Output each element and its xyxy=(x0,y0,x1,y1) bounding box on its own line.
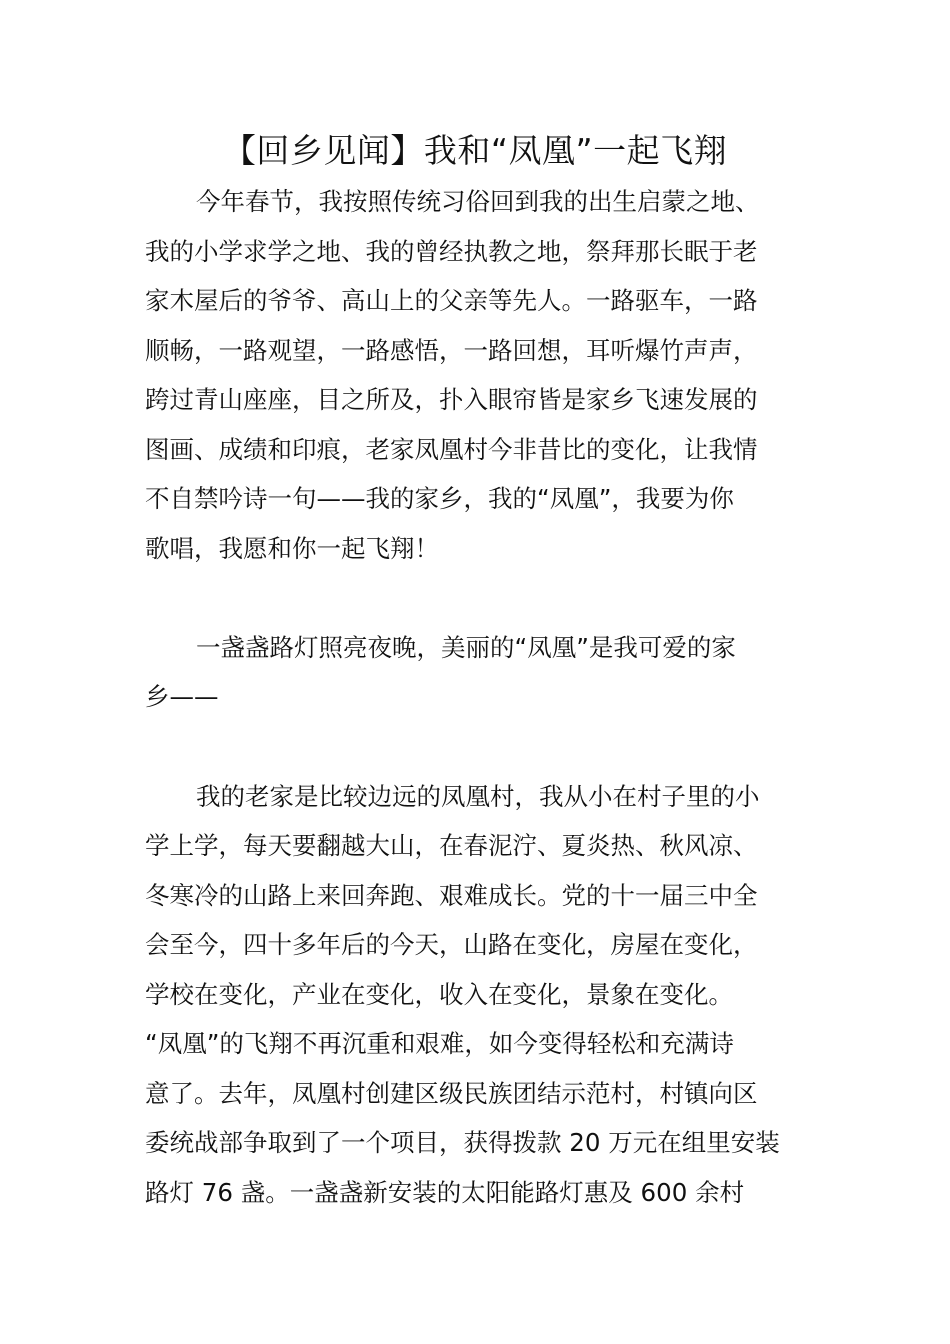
paragraph-2-line-2: 乡—— xyxy=(145,682,219,711)
paragraph-1-line-4: 顺畅，一路观望，一路感悟，一路回想，耳听爆竹声声， xyxy=(145,336,758,365)
paragraph-3-line-5: 学校在变化，产业在变化，收入在变化，景象在变化。 xyxy=(145,980,733,1009)
document-title: 【回乡见闻】我和“凤凰”一起飞翔 xyxy=(222,131,728,170)
paragraph-3-line-7: 意了。去年，凤凰村创建区级民族团结示范村，村镇向区 xyxy=(145,1079,758,1108)
paragraph-3-line-6: “凤凰”的飞翔不再沉重和艰难，如今变得轻松和充满诗 xyxy=(145,1029,734,1058)
paragraph-3-line-9: 路灯 76 盏。一盏盏新安装的太阳能路灯惠及 600 余村 xyxy=(145,1178,745,1207)
paragraph-3-line-4: 会至今，四十多年后的今天，山路在变化，房屋在变化， xyxy=(145,930,758,959)
paragraph-3-line-8: 委统战部争取到了一个项目，获得拨款 20 万元在组里安装 xyxy=(145,1128,780,1157)
paragraph-1-line-2: 我的小学求学之地、我的曾经执教之地，祭拜那长眠于老 xyxy=(145,237,758,266)
paragraph-1-line-8: 歌唱，我愿和你一起飞翔！ xyxy=(145,534,439,563)
paragraph-3-line-3: 冬寒冷的山路上来回奔跑、艰难成长。党的十一届三中全 xyxy=(145,881,758,910)
paragraph-1-line-6: 图画、成绩和印痕，老家凤凰村今非昔比的变化，让我情 xyxy=(145,435,758,464)
paragraph-1-line-5: 跨过青山座座，目之所及，扑入眼帘皆是家乡飞速发展的 xyxy=(145,385,758,414)
paragraph-2-line-1: 一盏盏路灯照亮夜晚，美丽的“凤凰”是我可爱的家 xyxy=(196,633,736,662)
paragraph-3-line-2: 学上学，每天要翻越大山，在春泥泞、夏炎热、秋风凉、 xyxy=(145,831,758,860)
paragraph-1-line-7: 不自禁吟诗一句——我的家乡，我的“凤凰”，我要为你 xyxy=(145,484,734,513)
paragraph-1-line-1: 今年春节，我按照传统习俗回到我的出生启蒙之地、 xyxy=(196,187,760,216)
paragraph-3-line-1: 我的老家是比较边远的凤凰村，我从小在村子里的小 xyxy=(196,782,760,811)
paragraph-1-line-3: 家木屋后的爷爷、高山上的父亲等先人。一路驱车，一路 xyxy=(145,286,758,315)
